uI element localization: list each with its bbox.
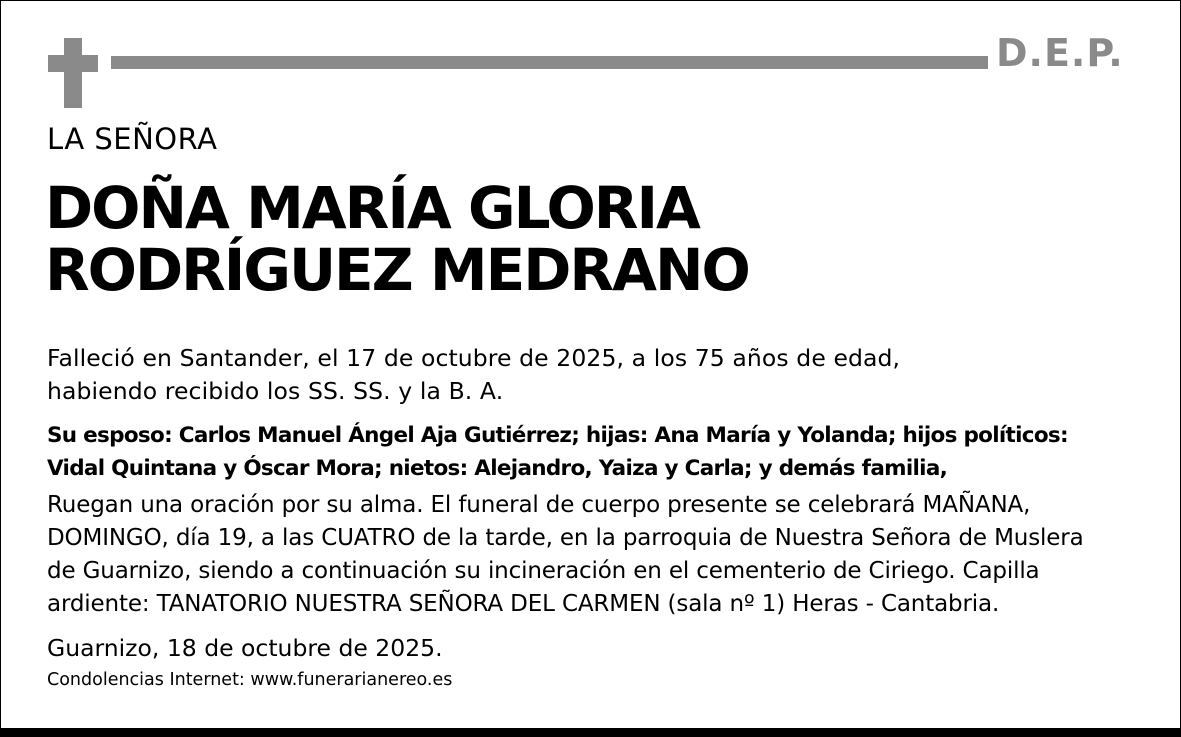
family-list: [47, 419, 1068, 485]
funeral-line: Ruegan una oración por su alma. El funeral de cuerpo presente se celebrará MAÑANA,: [47, 492, 1031, 518]
intro-text: LA SEÑORA: [47, 122, 218, 156]
family-line: Vidal Quintana y Óscar Mora; nietos: Alejandro, Yaiza y Carla; y demás familia,: [47, 456, 948, 481]
bottom-rule: [0, 728, 1181, 737]
death-line: Falleció en Santander, el 17 de octubre de 2025, a los 75 años de edad,: [47, 344, 901, 372]
funeral-line: de Guarnizo, siendo a continuación su incineración en el cementerio de Ciriego. Capilla: [47, 558, 1040, 584]
name-line-1: DOÑA MARÍA GLORIA: [45, 174, 699, 242]
latin-cross-icon-arm: [48, 55, 98, 72]
place-date: Guarnizo, 18 de octubre de 2025.: [47, 634, 443, 662]
funeral-line: ardiente: TANATORIO NUESTRA SEÑORA DEL CARMEN (sala nº 1) Heras - Cantabria.: [47, 591, 1000, 617]
deceased-name: [45, 174, 749, 304]
condolences-link[interactable]: Condolencias Internet: www.funerarianereo.es: [47, 670, 453, 690]
header-rule: [111, 56, 988, 69]
death-details: [47, 342, 900, 408]
funeral-line: DOMINGO, día 19, a las CUATRO de la tarde, en la parroquia de Nuestra Señora de Muslera: [47, 525, 1084, 551]
name-line-2: RODRÍGUEZ MEDRANO: [45, 236, 749, 304]
family-line: Su esposo: Carlos Manuel Ángel Aja Gutiérrez; hijas: Ana María y Yolanda; hijos políticos:: [47, 423, 1068, 448]
dep-label: D.E.P.: [996, 31, 1124, 75]
funeral-details: [47, 489, 1084, 621]
death-line: habiendo recibido los SS. SS. y la B. A.: [47, 377, 504, 405]
latin-cross-icon: [64, 38, 82, 108]
